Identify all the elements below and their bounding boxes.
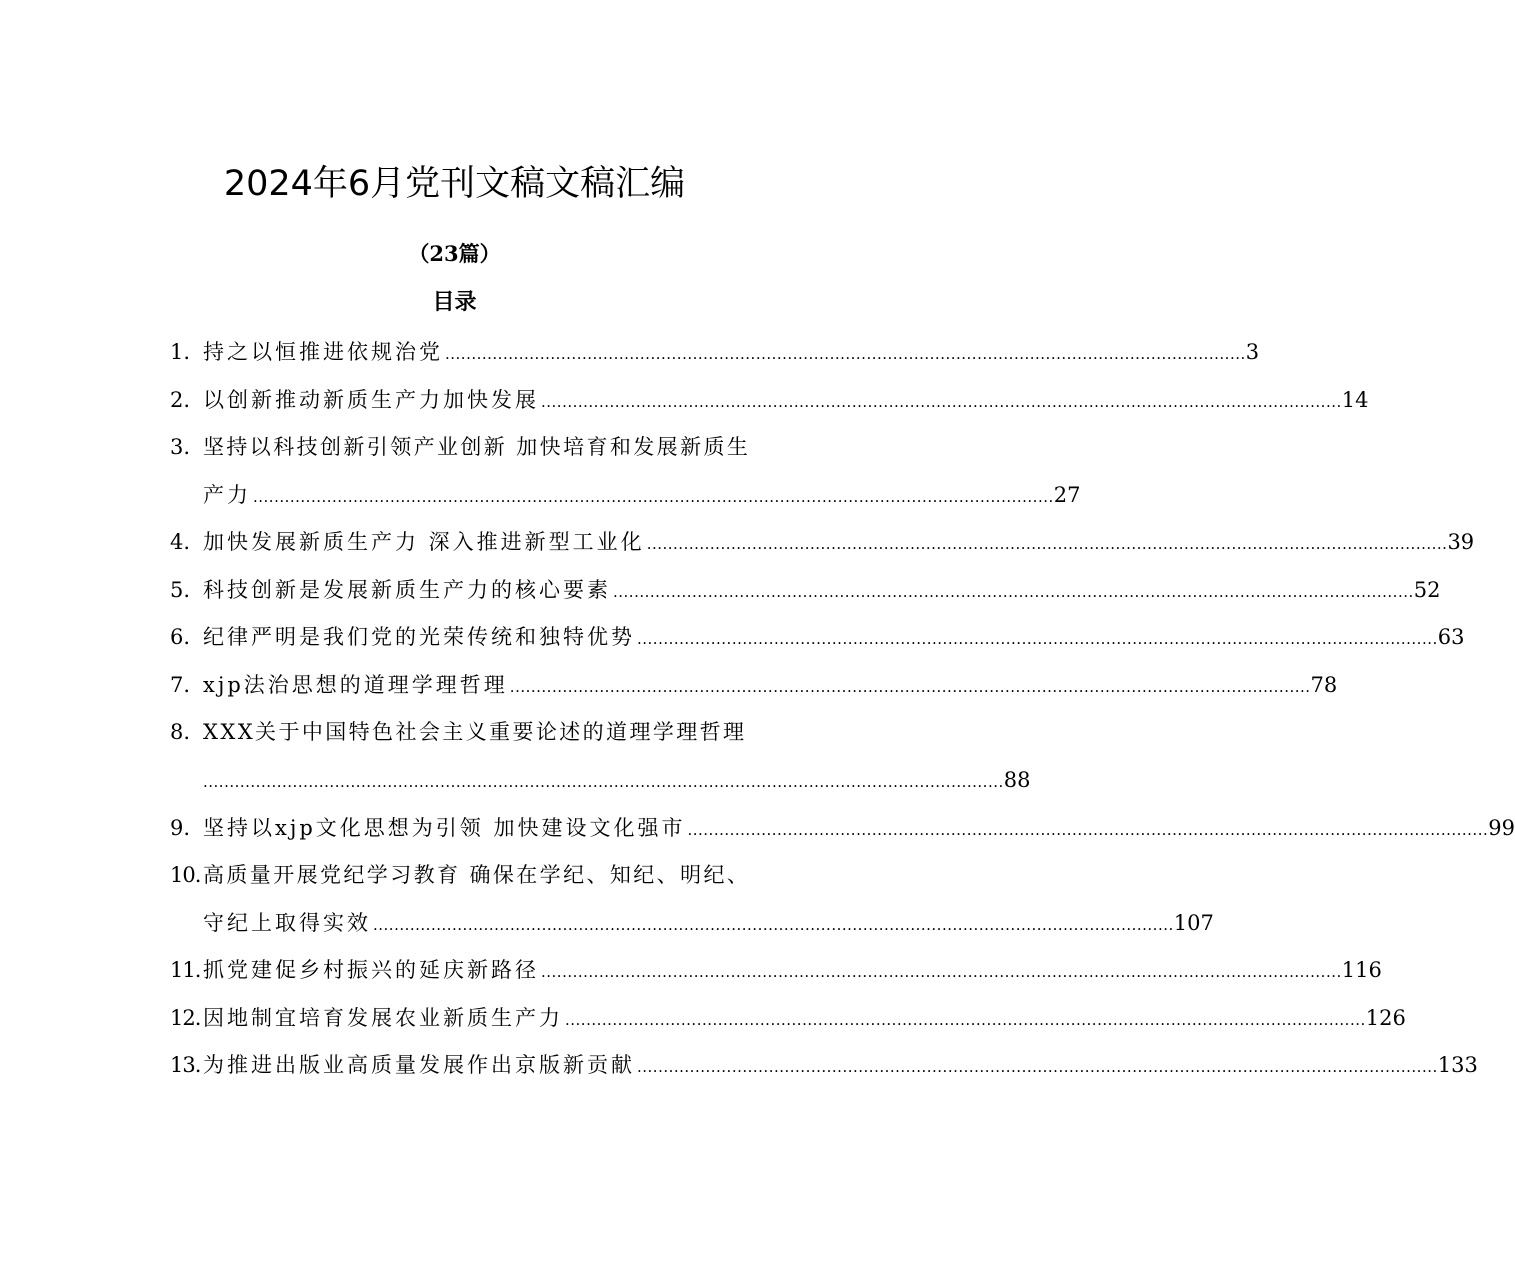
toc-entry-title: 为推进出版业高质量发展作出京版新贡献: [203, 1053, 635, 1077]
toc-entry-page: 116: [1341, 958, 1382, 982]
toc-leader-dots: ........................................................................................................................................................: [565, 1011, 1366, 1029]
toc-entry-number: 11.: [170, 958, 201, 982]
toc-entry-7[interactable]: [170, 668, 1338, 702]
toc-entry-title-continuation: 产力: [203, 483, 251, 507]
toc-entry-number: 7.: [170, 673, 191, 697]
toc-entry-title: xjp法治思想的道理学理哲理: [203, 673, 508, 697]
toc-entry-8-continuation[interactable]: [203, 763, 1031, 797]
toc-entry-page: 27: [1053, 483, 1081, 507]
toc-entry-13[interactable]: [170, 1048, 1478, 1082]
toc-entry-page: 78: [1310, 673, 1338, 697]
toc-leader-dots: ........................................................................................................................................................: [203, 773, 1004, 791]
toc-entry-page: 88: [1003, 768, 1031, 792]
toc-entry-number: 5.: [170, 578, 191, 602]
toc-entry-title: XXX关于中国特色社会主义重要论述的道理学理哲理: [203, 720, 747, 744]
toc-entry-page: 99: [1488, 816, 1515, 840]
toc-entry-number: 8.: [170, 720, 191, 744]
toc-entry-4[interactable]: [170, 525, 1475, 559]
toc-leader-dots: ........................................................................................................................................................: [541, 963, 1342, 981]
toc-leader-dots: ........................................................................................................................................................: [687, 821, 1489, 839]
toc-leader-dots: ........................................................................................................................................................: [373, 916, 1174, 934]
toc-entry-number: 9.: [170, 816, 191, 840]
toc-entry-3-continuation[interactable]: [203, 478, 1081, 512]
toc-leader-dots: ........................................................................................................................................................: [637, 630, 1438, 648]
toc-entry-number: 4.: [170, 530, 191, 554]
toc-entry-page: 3: [1245, 340, 1260, 364]
document-subtitle: （23篇）: [408, 241, 501, 266]
toc-entry-title: 科技创新是发展新质生产力的核心要素: [203, 578, 611, 602]
toc-entry-page: 63: [1437, 625, 1465, 649]
toc-entry-page: 126: [1365, 1006, 1406, 1030]
toc-leader-dots: ........................................................................................................................................................: [646, 535, 1448, 553]
toc-leader-dots: ........................................................................................................................................................: [445, 345, 1246, 363]
toc-entry-2[interactable]: [170, 383, 1369, 417]
toc-leader-dots: ........................................................................................................................................................: [509, 678, 1311, 696]
toc-entry-11[interactable]: [170, 953, 1382, 987]
toc-entry-page: 39: [1447, 530, 1475, 554]
toc-entry-number: 6.: [170, 625, 191, 649]
toc-entry-number: 13.: [170, 1053, 201, 1077]
toc-entry-12[interactable]: [170, 1001, 1406, 1035]
toc-leader-dots: ........................................................................................................................................................: [253, 488, 1054, 506]
toc-entry-title: 高质量开展党纪学习教育 确保在学纪、知纪、明纪、: [203, 863, 751, 887]
toc-entry-page: 133: [1437, 1053, 1478, 1077]
toc-heading: 目录: [432, 289, 477, 315]
toc-entry-3[interactable]: [170, 430, 774, 464]
toc-entry-10-continuation[interactable]: [203, 906, 1214, 940]
toc-entry-1[interactable]: [170, 335, 1260, 369]
toc-entry-number: 3.: [170, 435, 191, 459]
toc-entry-title: 以创新推动新质生产力加快发展: [203, 388, 539, 412]
toc-entry-6[interactable]: [170, 620, 1465, 654]
toc-entry-title: 坚持以科技创新引领产业创新 加快培育和发展新质生: [203, 435, 751, 459]
toc-entry-page: 14: [1341, 388, 1369, 412]
toc-entry-title-continuation: 守纪上取得实效: [203, 911, 371, 935]
toc-entry-10[interactable]: [170, 858, 774, 892]
toc-entry-title: 抓党建促乡村振兴的延庆新路径: [203, 958, 539, 982]
toc-entry-9[interactable]: [170, 811, 1515, 845]
toc-entry-title: 持之以恒推进依规治党: [203, 340, 443, 364]
document-title: 2024年6月党刊文稿文稿汇编: [223, 164, 686, 204]
toc-entry-title: 因地制宜培育发展农业新质生产力: [203, 1006, 563, 1030]
toc-entry-number: 2.: [170, 388, 191, 412]
toc-entry-page: 107: [1173, 911, 1214, 935]
toc-leader-dots: ........................................................................................................................................................: [541, 393, 1342, 411]
toc-entry-number: 1.: [170, 340, 191, 364]
toc-entry-number: 10.: [170, 863, 201, 887]
toc-entry-title: 加快发展新质生产力 深入推进新型工业化: [203, 530, 645, 554]
toc-entry-page: 52: [1413, 578, 1441, 602]
toc-entry-8[interactable]: [170, 715, 774, 749]
toc-entry-title: 坚持以xjp文化思想为引领 加快建设文化强市: [203, 816, 686, 840]
toc-entry-title: 纪律严明是我们党的光荣传统和独特优势: [203, 625, 635, 649]
toc-leader-dots: ........................................................................................................................................................: [613, 583, 1414, 601]
toc-leader-dots: ........................................................................................................................................................: [637, 1058, 1438, 1076]
toc-entry-number: 12.: [170, 1006, 201, 1030]
toc-entry-5[interactable]: [170, 573, 1441, 607]
